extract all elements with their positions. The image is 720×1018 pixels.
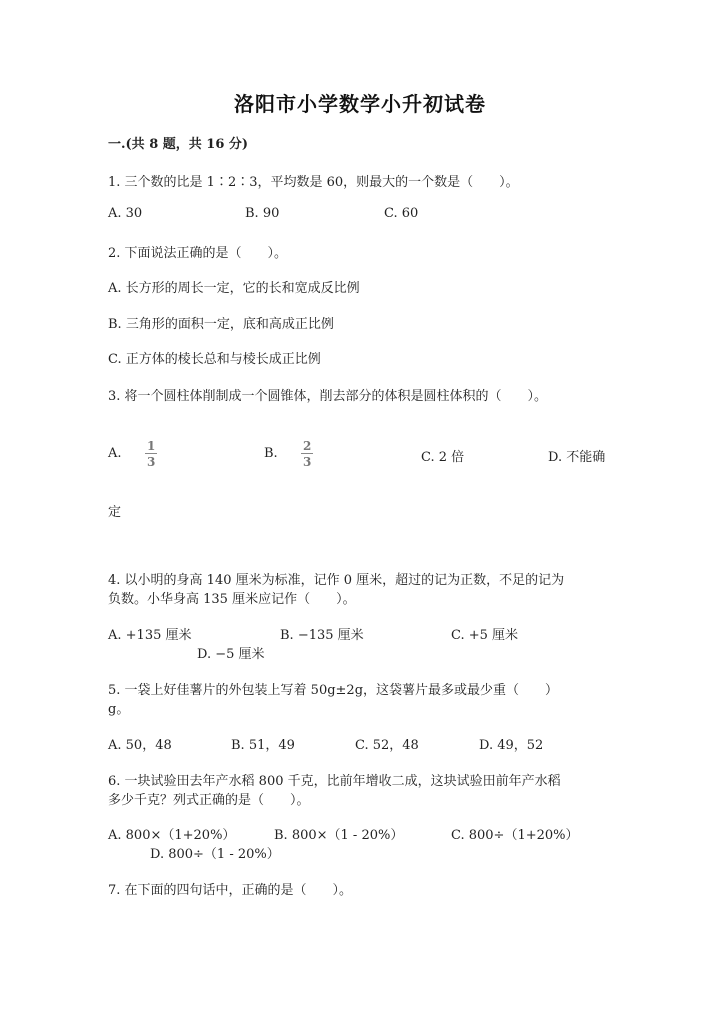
question-4-option-c: C. +5 厘米 <box>451 628 519 643</box>
question-3-text: 3. 将一个圆柱体削制成一个圆锥体，削去部分的体积是圆柱体积的（ ）。 <box>108 389 548 404</box>
question-5-option-d: D. 49，52 <box>479 738 544 753</box>
question-7-text: 7. 在下面的四句话中，正确的是（ ）。 <box>108 883 353 898</box>
fraction-denominator: 3 <box>303 455 312 469</box>
question-4-text-line-1: 4. 以小明的身高 140 厘米为标准，记作 0 厘米，超过的记为正数，不足的记为 <box>108 573 565 588</box>
question-6-option-c: C. 800÷（1+20%） <box>451 828 579 843</box>
question-6-text-line-1: 6. 一块试验田去年产水稻 800 千克，比前年增收二成，这块试验田前年产水稻 <box>108 774 561 789</box>
question-1-text: 1. 三个数的比是 1∶2∶3，平均数是 60，则最大的一个数是（ ）。 <box>108 175 519 190</box>
question-2-option-c: C. 正方体的棱长总和与棱长成正比例 <box>108 352 321 367</box>
question-1-option-b: B. 90 <box>245 206 280 221</box>
question-2-text: 2. 下面说法正确的是（ ）。 <box>108 246 288 261</box>
question-5-option-a: A. 50，48 <box>108 738 172 753</box>
question-5-option-c: C. 52，48 <box>355 738 419 753</box>
fraction-numerator: 1 <box>147 439 156 453</box>
question-3-option-a-label: A. <box>108 446 122 461</box>
question-6-option-a: A. 800×（1+20%） <box>108 828 236 843</box>
question-4-option-a: A. +135 厘米 <box>108 628 192 643</box>
question-1-option-a: A. 30 <box>108 206 143 221</box>
fraction-denominator: 3 <box>147 455 156 469</box>
question-3-option-d: D. 不能确 <box>548 450 606 465</box>
question-3-option-b-fraction <box>301 440 313 468</box>
question-6-option-b: B. 800×（1 - 20%） <box>274 828 404 843</box>
question-6-option-d: D. 800÷（1 - 20%） <box>150 847 280 862</box>
question-5-text-line-1: 5. 一袋上好佳薯片的外包装上写着 50g±2g，这袋薯片最多或最少重（ ） <box>108 683 559 698</box>
question-4-option-b: B. −135 厘米 <box>280 628 364 643</box>
question-5-text-line-2: g。 <box>108 702 130 717</box>
question-2-option-a: A. 长方形的周长一定，它的长和宽成反比例 <box>108 281 360 296</box>
page-title: 洛阳市小学数学小升初试卷 <box>234 92 486 116</box>
question-3-option-c: C. 2 倍 <box>421 450 465 465</box>
section-header: 一.(共 8 题，共 16 分) <box>108 137 249 152</box>
question-3-option-d-continued: 定 <box>108 505 122 520</box>
question-3-option-b-label: B. <box>264 446 278 461</box>
question-1-option-c: C. 60 <box>384 206 419 221</box>
question-4-text-line-2: 负数。小华身高 135 厘米应记作（ ）。 <box>108 592 356 607</box>
question-2-option-b: B. 三角形的面积一定，底和高成正比例 <box>108 317 334 332</box>
question-5-option-b: B. 51，49 <box>231 738 295 753</box>
question-4-option-d: D. −5 厘米 <box>197 647 265 662</box>
question-3-option-a-fraction <box>145 440 157 468</box>
fraction-numerator: 2 <box>303 439 312 453</box>
question-6-text-line-2: 多少千克？列式正确的是（ ）。 <box>108 793 310 808</box>
